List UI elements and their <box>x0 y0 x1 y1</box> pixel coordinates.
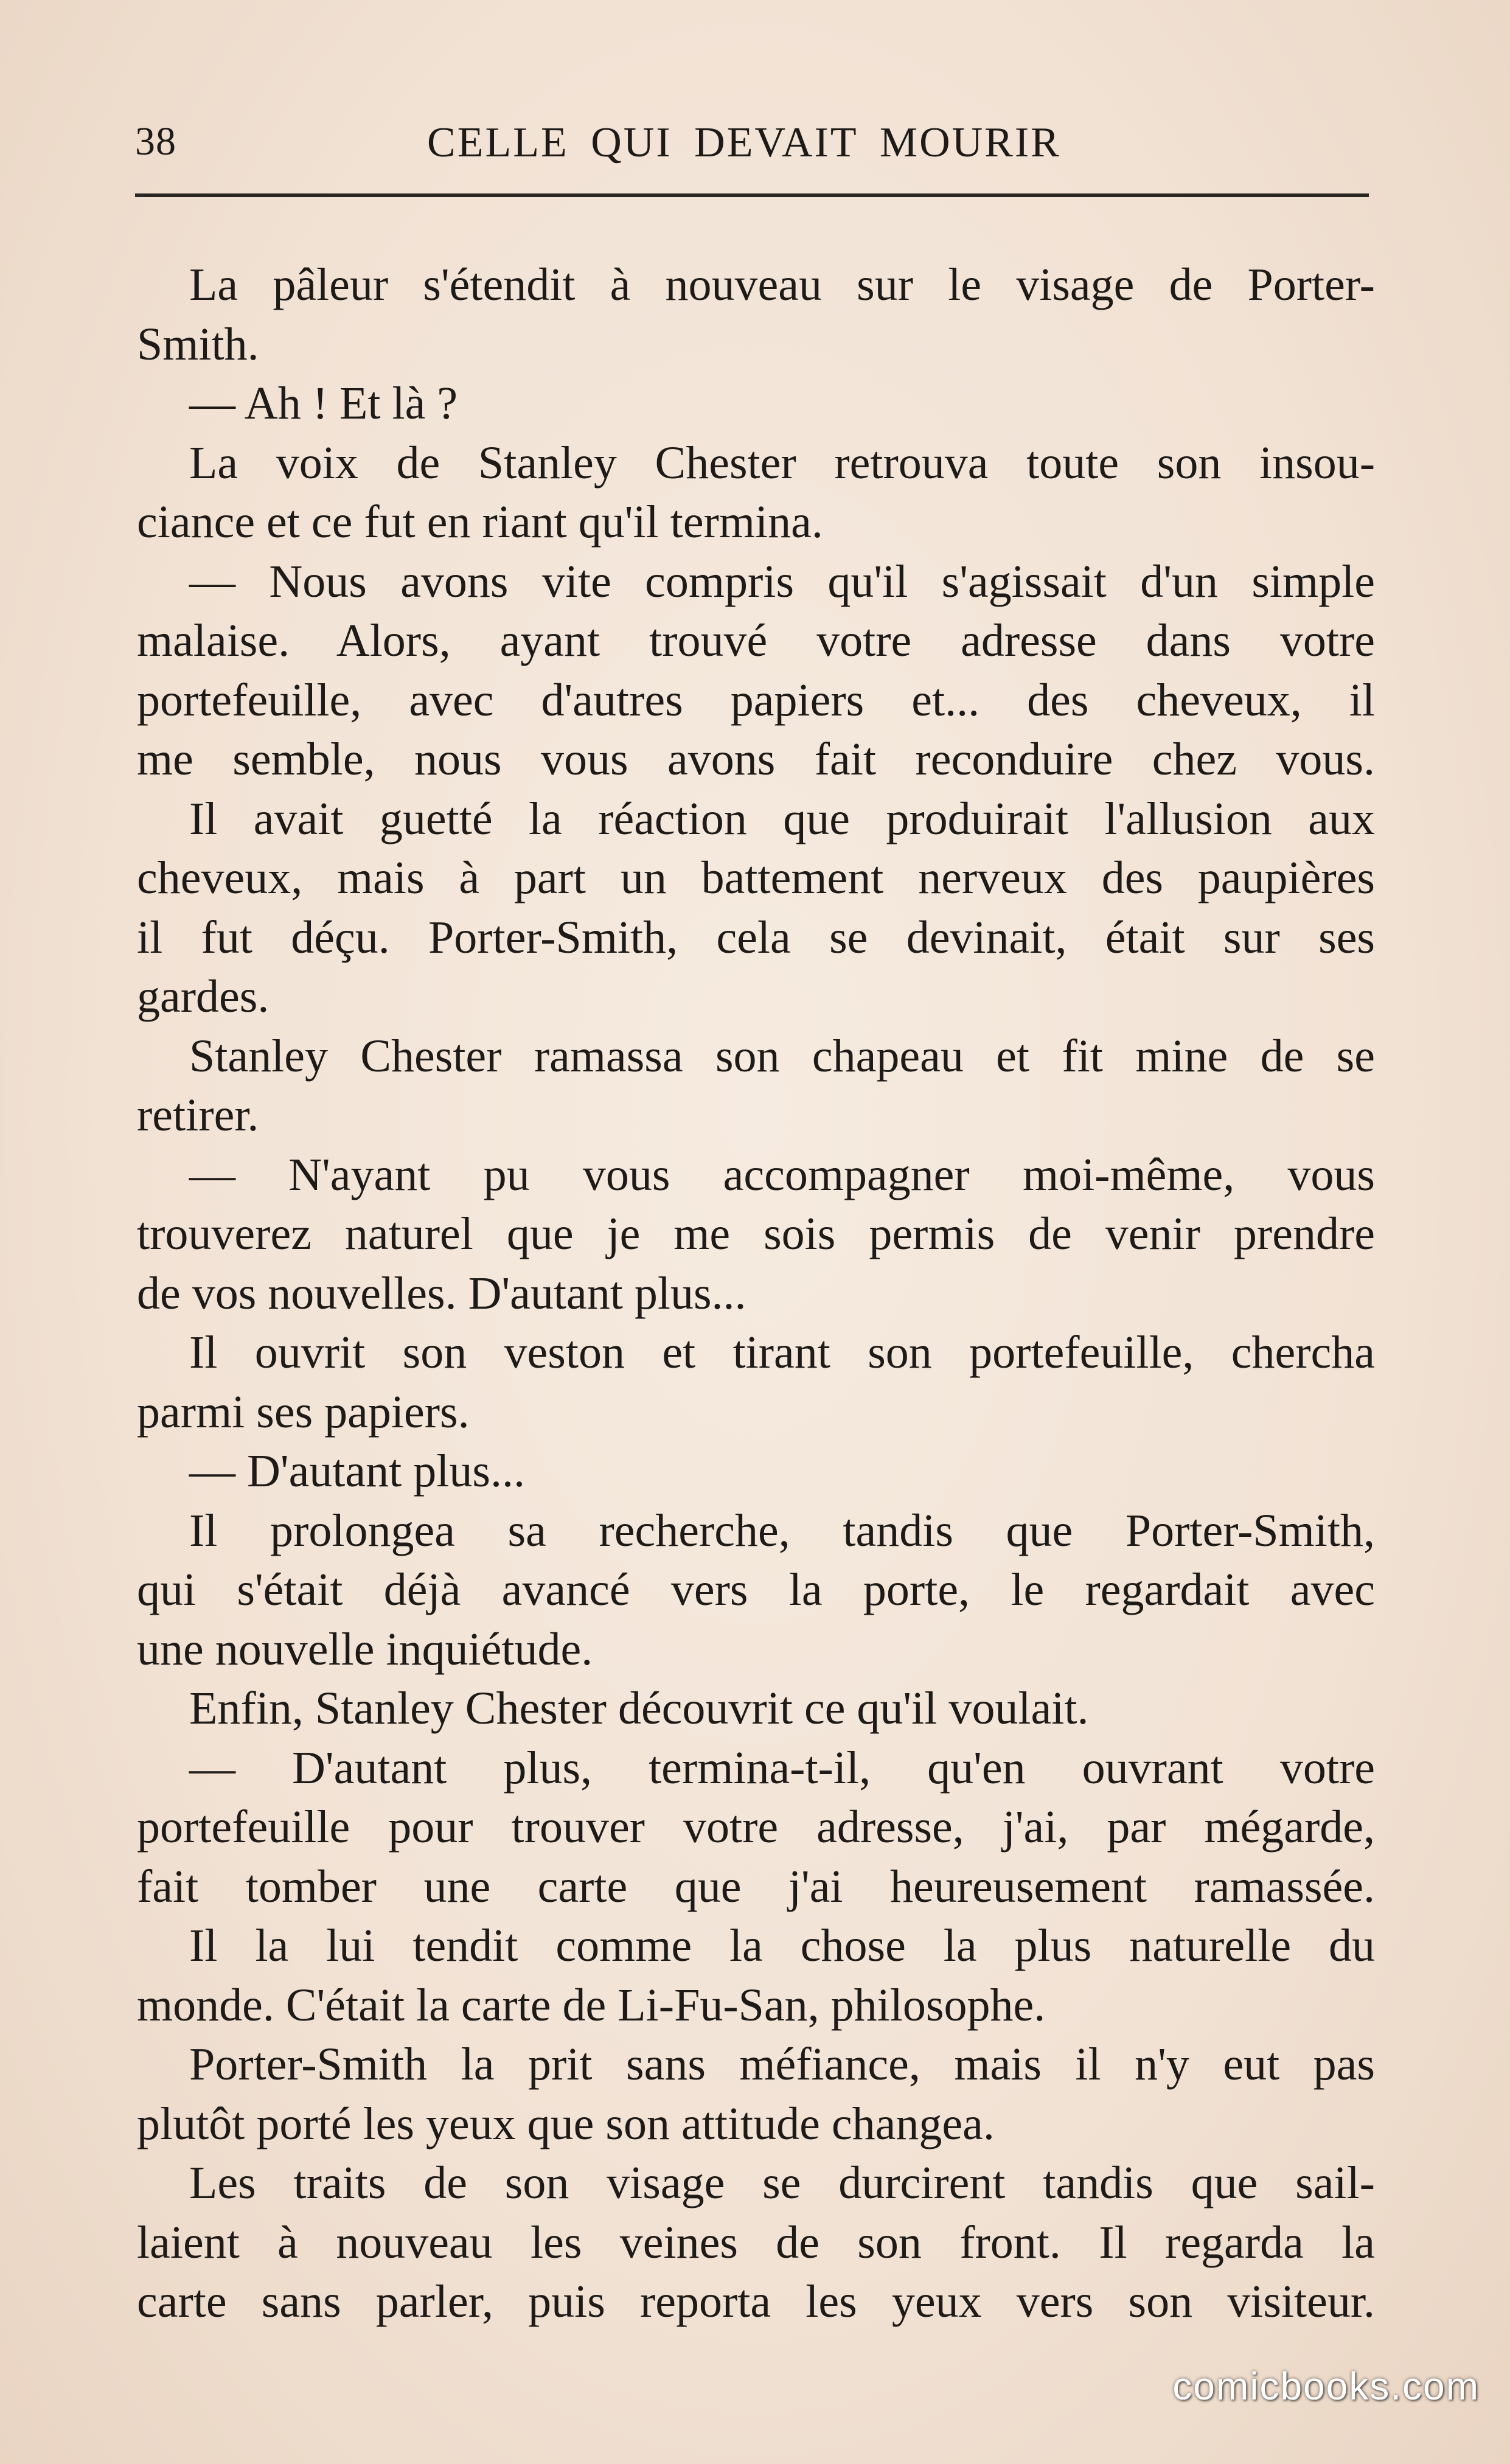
text-line: ciance et ce fut en riant qu'il termina. <box>137 496 823 548</box>
text-line: gardes. <box>137 971 270 1022</box>
text-line: portefeuille pour trouver votre adresse, j'ai, par mégarde, <box>137 1801 1375 1853</box>
text-line: Stanley Chester ramassa son chapeau et fit mine de se <box>189 1030 1375 1082</box>
text-line: Les traits de son visage se durcirent tandis que sail- <box>189 2157 1375 2208</box>
text-line: monde. C'était la carte de Li-Fu-San, philosophe. <box>137 1979 1046 2031</box>
text-line: Il avait guetté la réaction que produirait l'allusion aux <box>189 793 1375 844</box>
text-line: Porter-Smith la prit sans méfiance, mais il n'y eut pas <box>189 2039 1375 2090</box>
text-line: plutôt porté les yeux que son attitude changea. <box>137 2098 995 2149</box>
text-line: — N'ayant pu vous accompagner moi-même, vous <box>189 1149 1375 1200</box>
page-number: 38 <box>135 119 176 164</box>
text-line: portefeuille, avec d'autres papiers et... des cheveux, il <box>137 674 1375 726</box>
text-line: Enfin, Stanley Chester découvrit ce qu'il voulait. <box>189 1683 1089 1734</box>
text-line: parmi ses papiers. <box>137 1386 470 1438</box>
text-line: il fut déçu. Porter-Smith, cela se devinait, était sur ses <box>137 911 1375 963</box>
text-line: qui s'était déjà avancé vers la porte, le regardait avec <box>137 1564 1375 1615</box>
text-line: de vos nouvelles. D'autant plus... <box>137 1267 746 1319</box>
header-divider <box>135 193 1369 197</box>
text-line: Il prolongea sa recherche, tandis que Porter-Smith, <box>189 1505 1375 1556</box>
text-line: laient à nouveau les veines de son front. Il regarda la <box>137 2216 1375 2268</box>
text-line: La pâleur s'étendit à nouveau sur le visage de Porter- <box>189 259 1375 310</box>
running-title: CELLE QUI DEVAIT MOURIR <box>427 119 1061 166</box>
text-line: La voix de Stanley Chester retrouva toute son insou- <box>189 437 1375 489</box>
body-text <box>137 256 1375 2332</box>
text-line: Il la lui tendit comme la chose la plus naturelle du <box>189 1920 1375 1971</box>
text-line: une nouvelle inquiétude. <box>137 1623 593 1675</box>
text-line: fait tomber une carte que j'ai heureusement ramassée. <box>137 1860 1375 1912</box>
text-line: carte sans parler, puis reporta les yeux vers son visiteur. <box>137 2276 1375 2327</box>
text-line: Smith. <box>137 318 259 370</box>
text-line: — Nous avons vite compris qu'il s'agissait d'un simple <box>189 555 1375 607</box>
text-line: cheveux, mais à part un battement nerveux des paupières <box>137 852 1375 903</box>
text-line: — D'autant plus... <box>189 1446 525 1497</box>
text-line: — D'autant plus, termina-t-il, qu'en ouvrant votre <box>189 1742 1375 1794</box>
text-line: retirer. <box>137 1090 259 1141</box>
text-line: — Ah ! Et là ? <box>189 378 458 429</box>
text-line: Il ouvrit son veston et tirant son portefeuille, chercha <box>189 1327 1375 1378</box>
text-line: trouverez naturel que je me sois permis de venir prendre <box>137 1208 1375 1259</box>
watermark: comicbooks.com <box>1172 2364 1480 2408</box>
text-line: me semble, nous vous avons fait reconduire chez vous. <box>137 734 1375 785</box>
page-header <box>135 113 1370 179</box>
text-line: malaise. Alors, ayant trouvé votre adresse dans votre <box>137 615 1375 666</box>
